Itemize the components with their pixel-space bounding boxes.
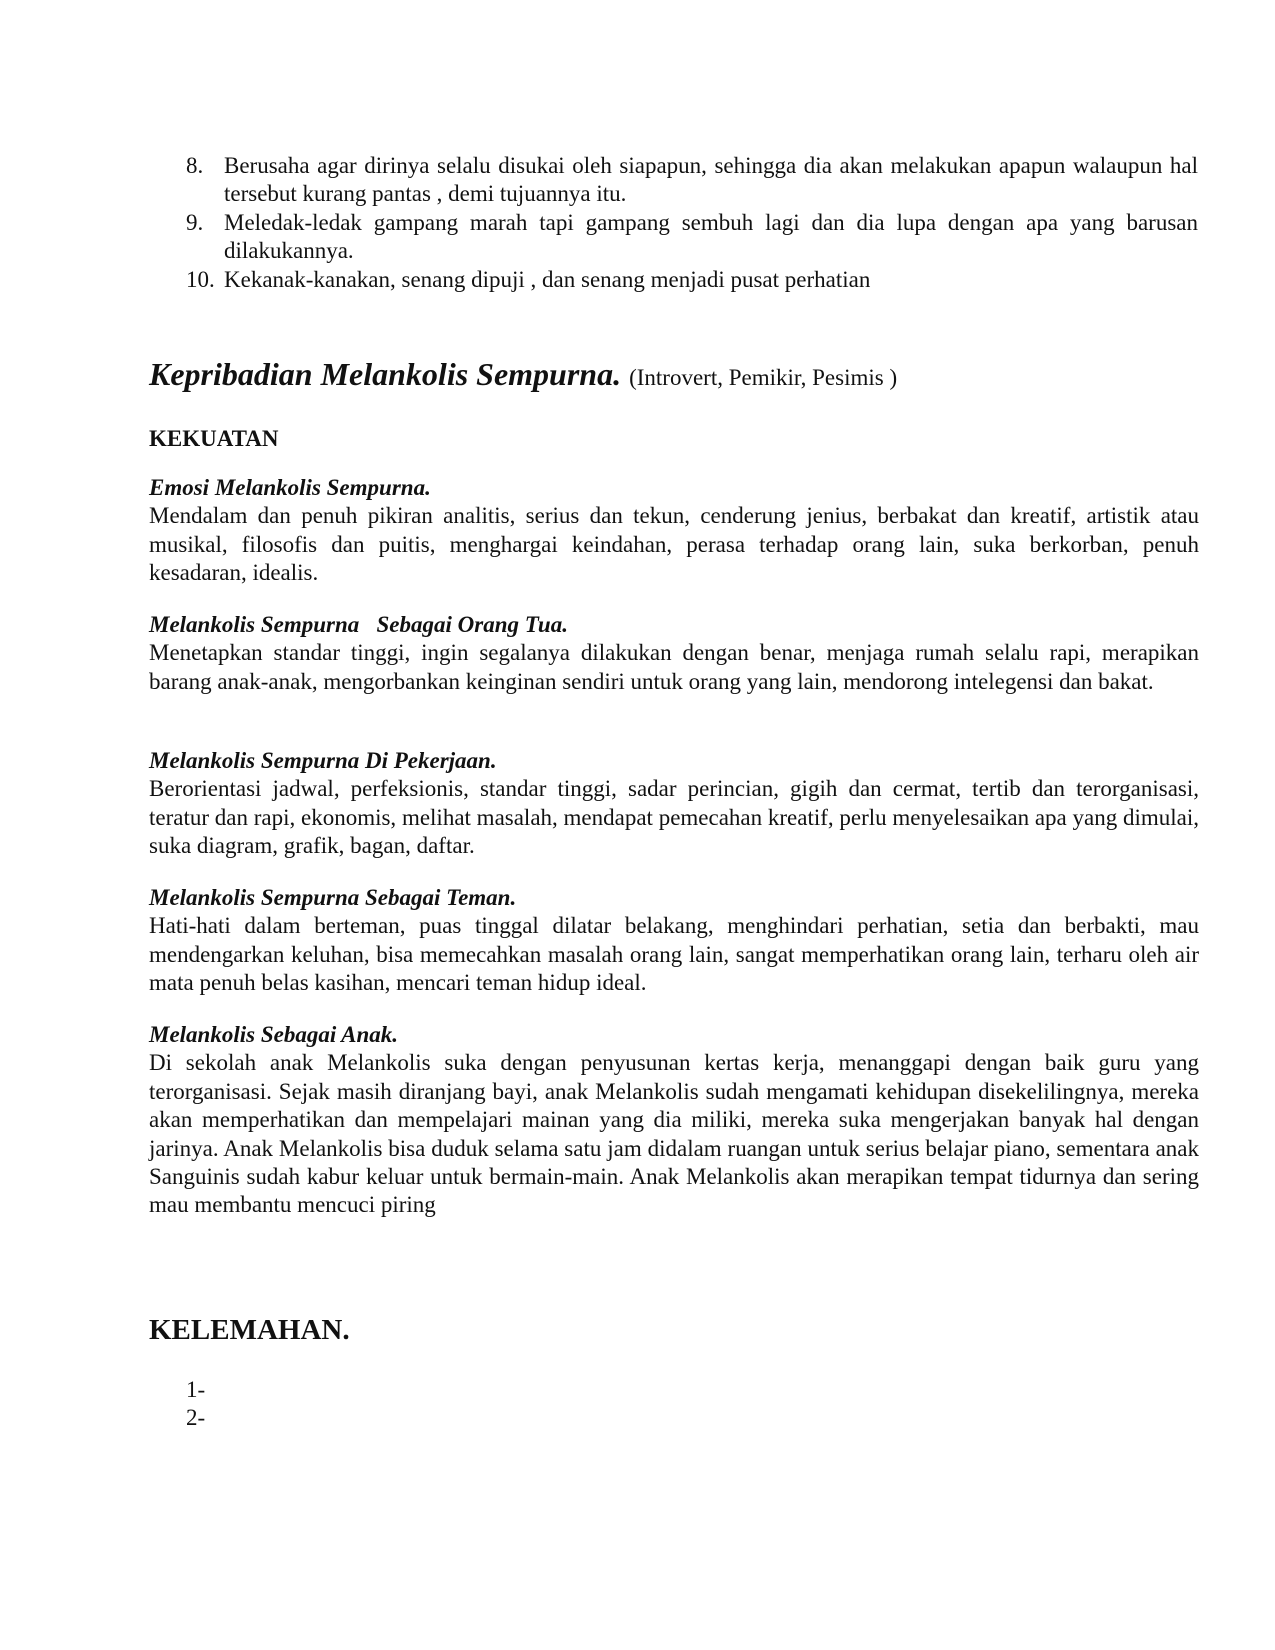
list-item: 2-	[186, 1405, 206, 1431]
section-body: Berorientasi jadwal, perfeksionis, standar tinggi, sadar perincian, gigih dan cermat, tertib dan terorganisasi, teratur dan rapi, ekonomis, melihat masalah, mendapat pemecahan kreatif, perlu menyelesaikan apa yang dimulai, suka diagram, grafik, bagan, daftar.	[149, 776, 1199, 859]
section-heading: Melankolis Sempurna Sebagai Teman.	[149, 885, 517, 910]
list-item-number: 9.	[186, 209, 204, 235]
numbered-list-continued	[186, 152, 1198, 294]
kelemahan-list	[186, 1376, 205, 1433]
section-body: Menetapkan standar tinggi, ingin segalanya dilakukan dengan benar, menjaga rumah selalu rapi, merapikan barang anak-anak, mengorbankan keinginan sendiri untuk orang yang lain, mendorong intelegensi dan bakat.	[149, 640, 1199, 694]
section-pekerjaan	[149, 747, 1199, 861]
title-main: Kepribadian Melankolis Sempurna.	[149, 356, 622, 392]
section-heading: Emosi Melankolis Sempurna.	[149, 475, 431, 500]
list-item-number: 10.	[186, 266, 215, 292]
section-body: Mendalam dan penuh pikiran analitis, serius dan tekun, cenderung jenius, berbakat dan kreatif, artistik atau musikal, filosofis dan puitis, menghargai keindahan, perasa terhadap orang lain, suka berkorban, penuh kesadaran, idealis.	[149, 503, 1199, 586]
title-subtitle: (Introvert, Pemikir, Pesimis )	[629, 365, 898, 390]
section-body: Hati-hati dalam berteman, puas tinggal dilatar belakang, menghindari perhatian, setia dan berbakti, mau mendengarkan keluhan, bisa memecahkan masalah orang lain, sangat memperhatikan orang lain, terharu oleh air mata penuh belas kasihan, mencari teman hidup ideal.	[149, 913, 1199, 996]
list-item: 1-	[186, 1377, 206, 1402]
section-heading: Melankolis Sempurna Di Pekerjaan.	[149, 748, 497, 773]
section-heading: Melankolis Sempurna Sebagai Orang Tua.	[149, 612, 568, 637]
section-teman	[149, 884, 1199, 998]
section-anak	[149, 1021, 1199, 1220]
list-item-number: 8.	[186, 153, 204, 178]
kekuatan-heading: KEKUATAN	[149, 426, 279, 451]
list-item-text: Kekanak-kanakan, senang dipuji , dan senang menjadi pusat perhatian	[224, 266, 871, 292]
list-item	[186, 266, 1198, 294]
kelemahan-heading: KELEMAHAN.	[149, 1314, 350, 1346]
list-item-text: Berusaha agar dirinya selalu disukai oleh siapapun, sehingga dia akan melakukan apapun walaupun hal tersebut kurang pantas , demi tujuannya itu.	[224, 153, 1198, 207]
list-item-text: Meledak-ledak gampang marah tapi gampang sembuh lagi dan dia lupa dengan apa yang barusan dilakukannya.	[224, 209, 1198, 264]
list-item	[186, 209, 1198, 266]
list-item	[186, 152, 1198, 209]
section-orang-tua	[149, 611, 1199, 696]
section-emosi	[149, 474, 1199, 588]
section-heading: Melankolis Sebagai Anak.	[149, 1022, 398, 1047]
page-title	[149, 356, 897, 393]
section-body: Di sekolah anak Melankolis suka dengan penyusunan kertas kerja, menanggapi dengan baik guru yang terorganisasi. Sejak masih diranjang bayi, anak Melankolis sudah mengamati kehidupan disekelilingnya, mereka akan memperhatikan dan mempelajari mainan yang dia miliki, mereka suka mengerjakan banyak hal dengan jarinya. Anak Melankolis bisa duduk selama satu jam didalam ruangan untuk serius belajar piano, sementara anak Sanguinis sudah kabur keluar untuk bermain-main. Anak Melankolis akan merapikan tempat tidurnya dan sering mau membantu mencuci piring	[149, 1050, 1199, 1218]
